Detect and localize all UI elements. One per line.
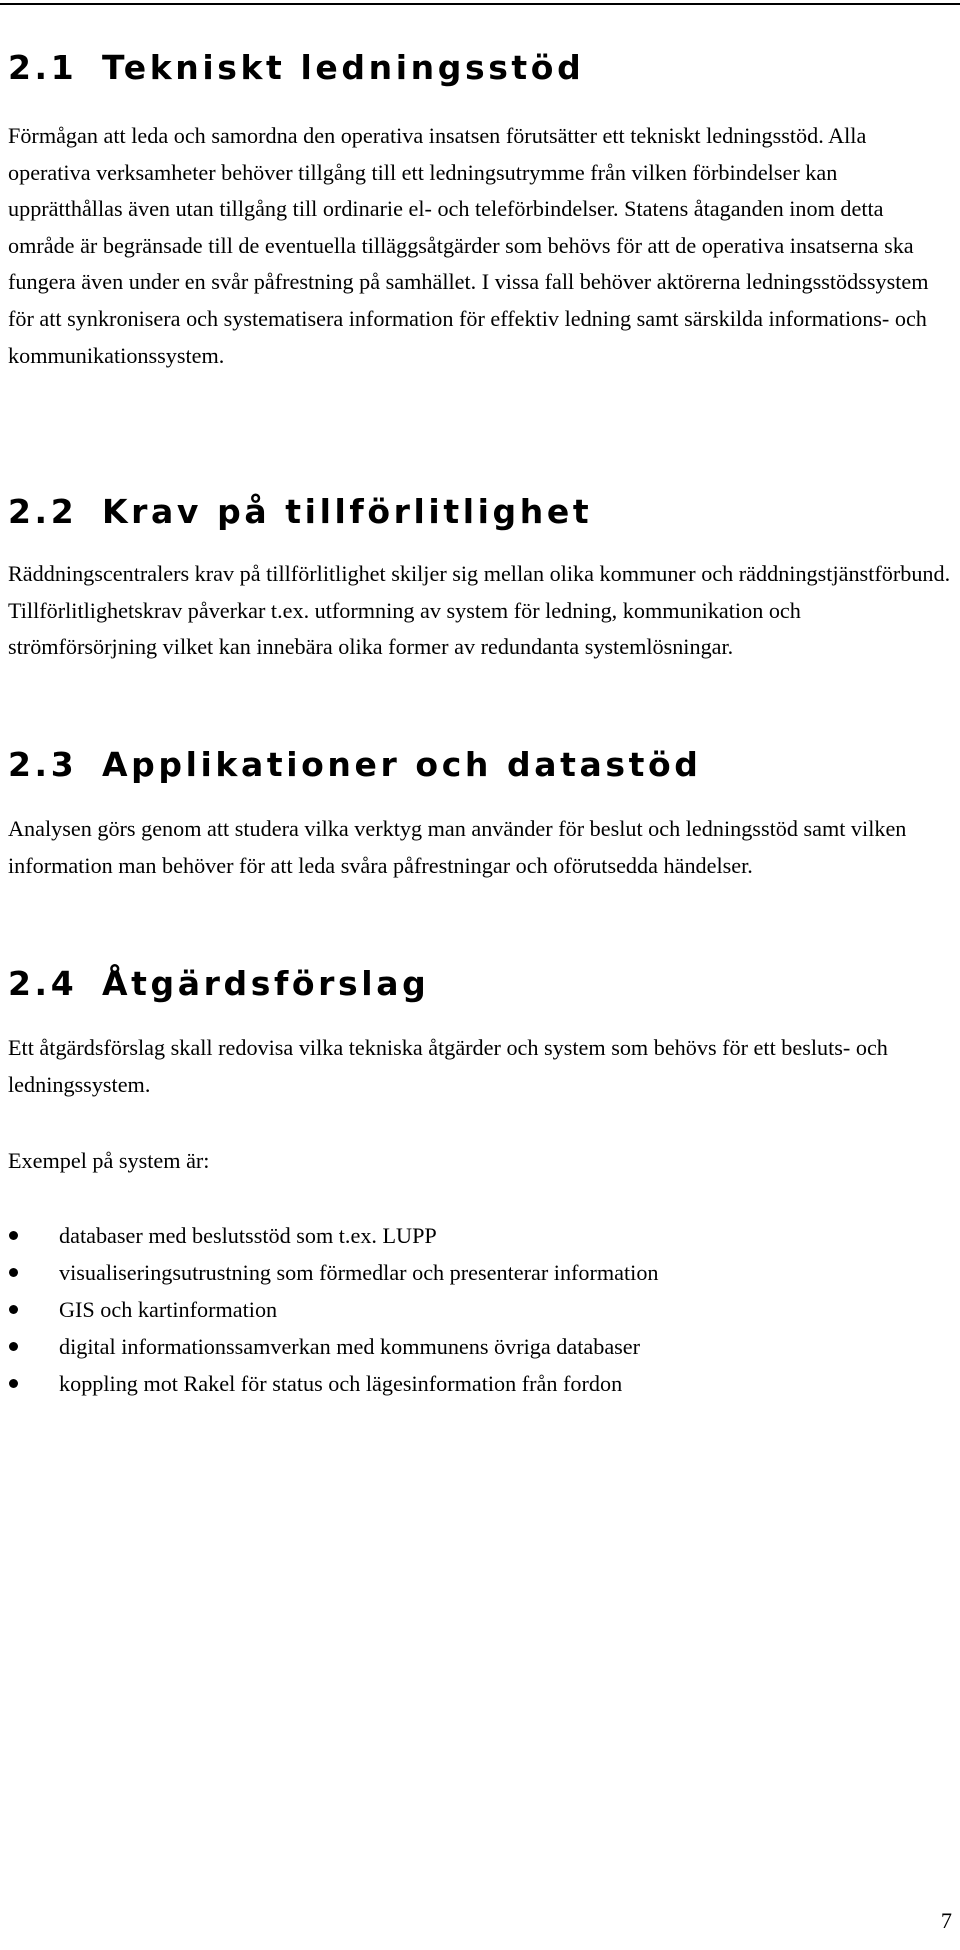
section-number: 2.2 (8, 492, 78, 531)
section-title: Krav på tillförlitlighet (102, 492, 593, 531)
header-rule (0, 3, 960, 5)
bullet-icon (9, 1305, 18, 1314)
list-item-text: GIS och kartinformation (59, 1297, 278, 1322)
section-title: Tekniskt ledningsstöd (102, 48, 585, 87)
list-item (8, 1217, 659, 1254)
bullet-icon (9, 1231, 18, 1240)
section-2-1-paragraph: Förmågan att leda och samordna den operativa insatsen förutsätter ett tekniskt ledningsstöd. Alla operativa verksamheter behöver tillgång till ett ledningsutrymme från vilken förbindelser kan upprätthållas även utan tillgång till ordinarie el- och teleförbindelser. Statens åtaganden inom detta område är begränsade till de eventuella tilläggsåtgärder som behövs för att de operativa insatserna ska fungera även under en svår påfrestning på samhället. I vissa fall behöver aktörerna ledningsstödssystem för att synkronisera och systematisera information för effektiv ledning samt särskilda informations- och kommunikationssystem. (8, 123, 929, 368)
list-item (8, 1365, 659, 1402)
section-number: 2.1 (8, 48, 78, 87)
list-item-text: visualiseringsutrustning som förmedlar och presenterar information (59, 1260, 659, 1285)
section-2-2-paragraph: Räddningscentralers krav på tillförlitlighet skiljer sig mellan olika kommuner och räddningstjänstförbund. Tillförlitlighetskrav påverkar t.ex. utformning av system för ledning, kommunikation och strömförsörjning vilket kan innebära olika former av redundanta systemlösningar. (8, 561, 951, 660)
section-2-4-paragraph: Ett åtgärdsförslag skall redovisa vilka tekniska åtgärder och system som behövs för ett besluts- och ledningssystem. (8, 1035, 888, 1097)
section-heading-2-3 (8, 745, 701, 785)
list-item-text: koppling mot Rakel för status och lägesinformation från fordon (59, 1371, 623, 1396)
section-number: 2.3 (8, 745, 78, 784)
list-item-text: databaser med beslutsstöd som t.ex. LUPP (59, 1223, 437, 1248)
examples-intro: Exempel på system är: (8, 1148, 210, 1173)
bullet-icon (9, 1342, 18, 1351)
bullet-icon (9, 1268, 18, 1277)
section-heading-2-4 (8, 964, 429, 1004)
list-item (8, 1291, 659, 1328)
section-number: 2.4 (8, 964, 78, 1003)
page-number: 7 (940, 1908, 952, 1933)
section-2-3-paragraph: Analysen görs genom att studera vilka verktyg man använder för beslut och ledningsstöd samt vilken information man behöver för att leda svåra påfrestningar och oförutsedda händelser. (8, 816, 907, 878)
list-item-text: digital informationssamverkan med kommunens övriga databaser (59, 1334, 641, 1359)
section-title: Applikationer och datastöd (102, 745, 702, 784)
section-heading-2-1 (8, 48, 584, 88)
bullet-icon (9, 1379, 18, 1388)
list-item (8, 1254, 659, 1291)
system-examples-list (8, 1217, 659, 1402)
section-title: Åtgärdsförslag (102, 964, 430, 1003)
section-heading-2-2 (8, 492, 592, 532)
list-item (8, 1328, 659, 1365)
